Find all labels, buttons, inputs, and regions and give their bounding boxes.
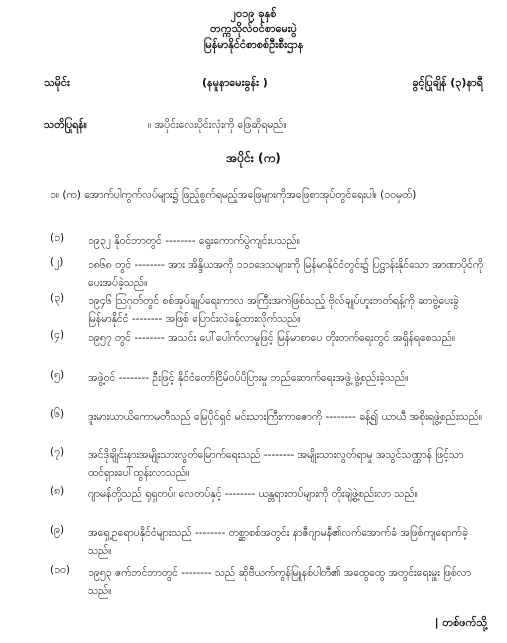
question-number: (၄) <box>50 329 65 341</box>
exam-year: ၂၀၁၉ ခုနှစ် <box>230 7 277 20</box>
question-text: ဂျာမန်တို့သည် ရုရှတပ်၊ လေတပ်နှင့် -------- ယန္တရားတပ်များကို တိုးချဲ့ဖွဲ့စည်းလာ သည်။ <box>88 488 418 500</box>
exam-board: မြန်မာနိုင်ငံစာစစ်ဦးစီးဌာန <box>203 38 304 51</box>
turn-over-note: | တစ်ဖက်သို့ <box>434 616 487 629</box>
question-item <box>50 446 490 482</box>
question-text: ၁၉၃၂ နိုဝင်ဘာတွင် -------- ရွေးကောက်ပွဲကျင်းပသည်။ <box>88 235 300 247</box>
question-item <box>50 524 490 560</box>
question-text: ဒူးမားယာယိကောမတီသည် မြေပိုင်ရှင် မင်းသားကြီးကာဇောကို -------- ခန့်၍ ယာယီ အစိုးရဖွဲ့စည်းသည်။ <box>88 411 483 423</box>
question-number: (၉) <box>50 524 65 536</box>
question-item <box>50 369 490 387</box>
question-text: ၁၉၄၆ သြဂုတ်တွင် စစ်အုပ်ချုပ်ရေးကာလ အကြီးအကဲဖြစ်သည့် ဗိုလ်ချုပ်ဟူးဘတ်ရန့်ကို ဆာဗွဲ့ပေးခွဲ မြန်မာနိုင်ငံ -------- အဖြစ် ပြောင်းလဲခန့်ထားလိုက်သည်။ <box>88 295 459 325</box>
section-title: အပိုင်း (က) <box>226 151 281 165</box>
general-instruction: ။ အပိုင်းလေးပိုင်းလုံးကို ဖြေဆိုရမည်။ <box>148 119 287 131</box>
question-number: (၈) <box>50 485 65 497</box>
question-text: ၁၉၅၃ ဇက်ဘင်ဘာတွင် -------- သည် ဆိုဗီယက်ကွန်မြူနစ်ပါတီ၏ အထွေထွေ အတွင်းရေးမှူး ဖြစ်လာသည်။ <box>88 567 471 597</box>
question-item <box>50 232 490 250</box>
question-number: (၂) <box>50 256 64 268</box>
question-number: (၇) <box>50 446 65 458</box>
question-number: (၁) <box>50 232 65 244</box>
question-text: ၁၈၆၈ တွင် -------- အား အိန္ဒိယအကို ၁၁၁ဒေသများကို မြန်မာနိုင်ငံတွင်း၌ ပြဋ္ဌာန်းနိုင်သော အာဏာပိုင်ကို ပေးအပ်ခဲ့သည်။ <box>88 259 484 289</box>
subject-label: သမိုင်း <box>44 76 70 89</box>
question-item <box>50 408 490 426</box>
question-text: အရှေ့ဥရောပနိုင်ငံများသည် -------- တစ္ဆာစစ်အတွင်း နာဇီဂျာမနီ၏လက်အောက်ခံ အဖြစ်ကျရောက်ခဲ့သည်။ <box>88 527 468 557</box>
question-number: (၃) <box>50 292 65 304</box>
question-number: (၁၀) <box>50 564 71 576</box>
exam-title: တက္ကသိုလ်ဝင်စာမေးပွဲ <box>210 22 297 35</box>
attention-label: သတိပြုရန်။ <box>44 119 87 131</box>
question-item <box>50 256 490 292</box>
question-number: (၆) <box>50 408 65 420</box>
question-item <box>50 564 490 600</box>
paper-type: (နမူနာမေးခွန်း ) <box>202 76 268 89</box>
question-number: (၅) <box>50 369 65 381</box>
question-text: ၁၉၅၇ တွင် -------- အသင်း ပေါ်ပေါက်လာမှုဖြင့် မြန်မာစာပေ တိုးတက်ရေးတွင် အရှိန်ရစေသည်။ <box>88 332 456 344</box>
question-item <box>50 485 490 503</box>
question-text: အဖွဲ့ဝင် -------- ဦးဖြင့် နိုင်ငံတော်ငြိမ်ဝပ်ပိပြားမှု ဘည်ဆောက်ရေးအဖွဲ့ ဖွဲ့စည်းခဲ့သည်။ <box>88 372 409 384</box>
section-instruction: ၁။ (က) အောက်ပါကွက်လပ်များ၌ ဖြည့်စွက်ရမည့်အဖြေများကိုအဖြေစာအုပ်တွင်ရေးပါ။ (၁၀မှတ်) <box>50 189 417 201</box>
question-item <box>50 329 490 347</box>
question-item <box>50 292 490 328</box>
question-text: အင်ဒိုချိုင်းနားအမျိုးသားလွတ်မြောက်ရေးသည် -------- အမျိုးသားလွတ်ရာမှု အသွင်သဏ္ဌာန် ဖြင့်သာထင်ရှားပေါ်ထွန်းလာသည်။ <box>88 449 464 479</box>
time-allowed: ခွင့်ပြုချိန် (၃)နာရီ <box>412 76 483 89</box>
